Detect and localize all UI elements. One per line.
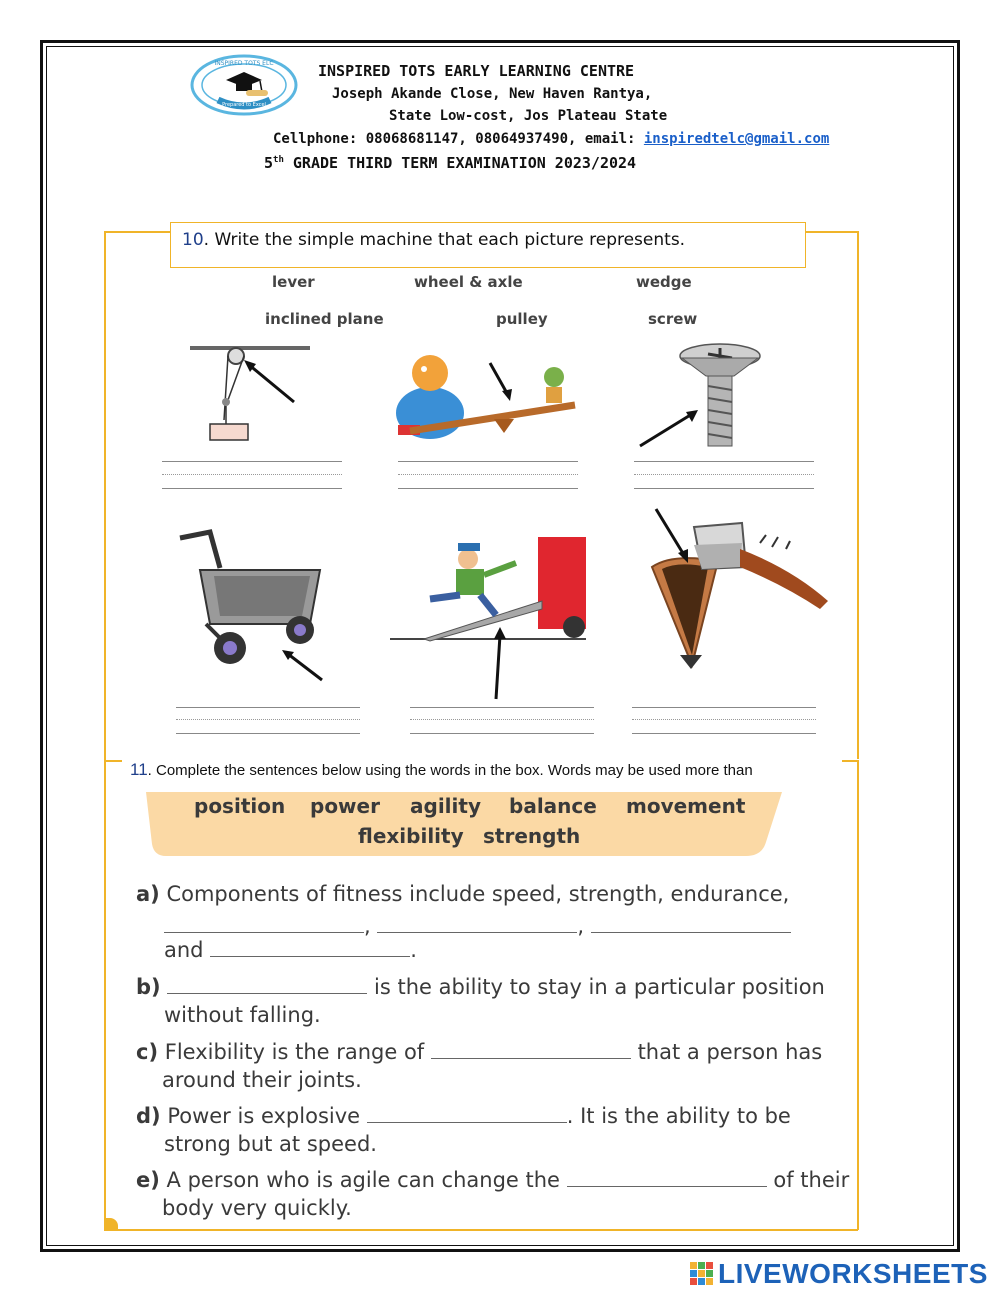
blank-d[interactable] [367, 1108, 567, 1123]
answer-line [176, 719, 360, 720]
liveworksheets-logo-icon [690, 1262, 714, 1286]
q10-heading [182, 230, 685, 250]
answer-line [162, 474, 342, 475]
comma: , [364, 914, 371, 938]
q10-frame-left [104, 231, 106, 761]
option-wedge: wedge [636, 273, 692, 291]
answer-line [632, 707, 816, 708]
q10-frame-top-right [806, 231, 858, 233]
screw-picture [630, 342, 770, 450]
sentence-d-text2: . It is the ability to be [566, 1104, 791, 1128]
sentence-b-text1: is the ability to stay in a particular position [374, 975, 825, 999]
box-word-position: position [194, 794, 286, 818]
q11-frame-bottom [104, 1229, 858, 1231]
grade-number: 5 [264, 154, 274, 172]
box-word-strength: strength [483, 824, 581, 848]
pulley-picture [190, 340, 310, 450]
blank-e[interactable] [567, 1172, 767, 1187]
sentence-d-line2: strong but at speed. [164, 1132, 377, 1156]
answer-line [176, 707, 360, 708]
answer-line [410, 707, 594, 708]
q11-frame-top-left [104, 760, 122, 762]
blank-b[interactable] [167, 979, 367, 994]
grade-superscript: th [273, 155, 284, 165]
comma: , [577, 914, 585, 938]
period: . [410, 938, 417, 962]
q10-frame-right [857, 231, 859, 759]
sentence-c-text1: Flexibility is the range of [164, 1040, 425, 1064]
inclined-plane-picture [390, 535, 590, 705]
answer-line [176, 733, 360, 734]
blank-a2[interactable] [377, 918, 577, 933]
liveworksheets-brand[interactable] [690, 1258, 988, 1290]
answer-line [162, 461, 342, 462]
answer-line [162, 488, 342, 489]
q11-text: . Complete the sentences below using the words in the box. Words may be used more than [147, 762, 753, 779]
sentence-e-text1: A person who is agile can change the [166, 1168, 560, 1192]
box-word-power: power [310, 794, 380, 818]
q10-frame-top-left [104, 231, 170, 233]
q11-number: 11 [130, 760, 148, 779]
option-screw: screw [648, 310, 698, 328]
sentence-b-line2: without falling. [164, 1003, 321, 1027]
sentence-a-line2 [164, 914, 791, 938]
sentence-d-text1: Power is explosive [167, 1104, 361, 1128]
option-pulley: pulley [496, 310, 548, 328]
answer-line [632, 719, 816, 720]
contact-prefix: Cellphone: 08068681147, 08064937490, email: [273, 131, 636, 147]
q11-heading [130, 760, 753, 780]
lever-picture [390, 345, 590, 450]
blank-a4[interactable] [210, 942, 410, 957]
and-text: and [164, 938, 204, 962]
answer-line [398, 461, 578, 462]
wedge-picture [622, 505, 830, 675]
label-c: c) [136, 1040, 159, 1064]
label-d: d) [136, 1104, 161, 1128]
option-lever: lever [272, 273, 315, 291]
blank-a1[interactable] [164, 918, 364, 933]
school-logo [190, 54, 298, 116]
sentence-c-line1 [136, 1040, 822, 1064]
sentence-e-line2: body very quickly. [162, 1196, 352, 1220]
q11-frame-left [104, 760, 106, 1230]
school-name: INSPIRED TOTS EARLY LEARNING CENTRE [318, 62, 635, 80]
exam-title-line [264, 154, 636, 172]
contact-line [273, 131, 829, 147]
exam-title: GRADE THIRD TERM EXAMINATION 2023/2024 [292, 154, 637, 172]
blank-a3[interactable] [591, 918, 791, 933]
q11-frame-right [857, 760, 859, 1230]
sentence-e-line1 [136, 1168, 849, 1192]
sentence-a-line1 [136, 882, 789, 906]
logo-text-top: INSPIRED TOTS ELC [214, 60, 274, 67]
option-inclined-plane: inclined plane [265, 310, 384, 328]
address-line-2: State Low-cost, Jos Plateau State [389, 108, 668, 124]
q11-frame-top-right [842, 760, 858, 762]
sentence-b-line1 [136, 975, 825, 999]
answer-line [634, 474, 814, 475]
box-word-flexibility: flexibility [358, 824, 464, 848]
sentence-d-line1 [136, 1104, 791, 1128]
address-line-1: Joseph Akande Close, New Haven Rantya, [332, 86, 653, 102]
email-link[interactable]: inspiredtelc@gmail.com [643, 131, 830, 147]
answer-line [398, 488, 578, 489]
sentence-a-line3 [164, 938, 417, 962]
box-word-balance: balance [509, 794, 597, 818]
sentence-c-line2: around their joints. [162, 1068, 362, 1092]
answer-line [632, 733, 816, 734]
answer-line [410, 733, 594, 734]
logo-text-bottom: Prepared to Excel [222, 102, 266, 108]
answer-line [410, 719, 594, 720]
answer-line [634, 461, 814, 462]
corner-tab [104, 1218, 118, 1230]
q10-number: 10 [182, 230, 204, 250]
option-wheel-axle: wheel & axle [414, 273, 523, 291]
wheel-axle-picture [170, 528, 330, 688]
label-e: e) [136, 1168, 160, 1192]
blank-c[interactable] [431, 1044, 631, 1059]
q10-text: . Write the simple machine that each picture represents. [203, 230, 686, 250]
brand-name: LIVEWORKSHEETS [718, 1258, 988, 1289]
label-b: b) [136, 975, 161, 999]
sentence-a-text: Components of fitness include speed, strength, endurance, [166, 882, 790, 906]
sentence-e-text2: of their [773, 1168, 850, 1192]
label-a: a) [136, 882, 160, 906]
box-word-agility: agility [410, 794, 481, 818]
box-word-movement: movement [626, 794, 746, 818]
answer-line [634, 488, 814, 489]
sentence-c-text2: that a person has [637, 1040, 823, 1064]
answer-line [398, 474, 578, 475]
